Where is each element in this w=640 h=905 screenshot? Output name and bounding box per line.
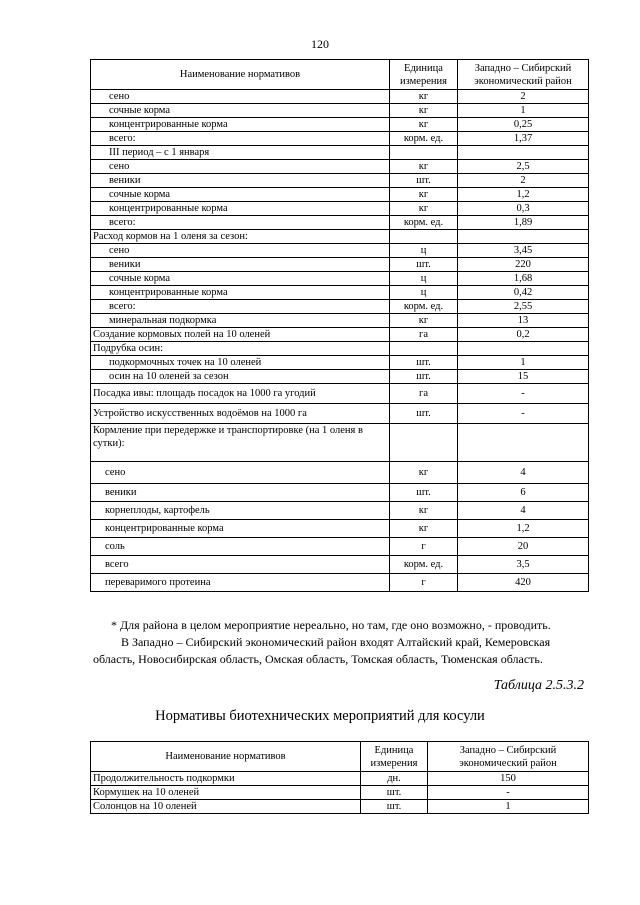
row-name: соль: [91, 538, 390, 556]
row-unit: шт.: [390, 258, 458, 272]
table-row: [91, 286, 589, 300]
row-unit: шт.: [361, 786, 428, 800]
table-row: [91, 520, 589, 538]
row-unit: кг: [390, 160, 458, 174]
row-value: 1,68: [458, 272, 589, 286]
row-unit: га: [390, 328, 458, 342]
row-value: 420: [458, 574, 589, 592]
row-value: 1,37: [458, 132, 589, 146]
table-row: [91, 800, 589, 814]
table-row: [91, 556, 589, 574]
row-name: сено: [91, 160, 390, 174]
row-unit: корм. ед.: [390, 300, 458, 314]
table-header-row: [91, 742, 589, 772]
row-unit: [390, 342, 458, 356]
table-row: [91, 160, 589, 174]
table-title: Нормативы биотехнических мероприятий для косули: [155, 708, 485, 724]
table-row: [91, 574, 589, 592]
row-value: [458, 146, 589, 160]
row-unit: шт.: [390, 484, 458, 502]
row-value: 2: [458, 174, 589, 188]
row-name: Солонцов на 10 оленей: [91, 800, 361, 814]
row-value: 20: [458, 538, 589, 556]
row-value: -: [458, 384, 589, 404]
row-unit: дн.: [361, 772, 428, 786]
row-unit: шт.: [390, 356, 458, 370]
row-name: веники: [91, 484, 390, 502]
row-unit: шт.: [390, 174, 458, 188]
row-name: Посадка ивы: площадь посадок на 1000 га угодий: [91, 384, 390, 404]
row-name: осин на 10 оленей за сезон: [91, 370, 390, 384]
header-region: Западно – Сибирский экономический район: [458, 60, 589, 90]
table-row: [91, 300, 589, 314]
table-row: [91, 462, 589, 484]
row-value: [458, 424, 589, 462]
table-row: [91, 772, 589, 786]
table-row: [91, 370, 589, 384]
row-unit: [390, 146, 458, 160]
row-unit: ц: [390, 286, 458, 300]
row-unit: кг: [390, 502, 458, 520]
table-row: [91, 202, 589, 216]
header-name: Наименование нормативов: [91, 60, 390, 90]
row-name: Продолжительность подкормки: [91, 772, 361, 786]
row-unit: [390, 230, 458, 244]
table-row: [91, 104, 589, 118]
row-name: Устройство искусственных водоёмов на 1000 га: [91, 404, 390, 424]
row-value: 1,2: [458, 188, 589, 202]
row-value: 2,55: [458, 300, 589, 314]
footnote-line-1: * Для района в целом мероприятие нереально, но там, где оно возможно, - проводить.: [111, 618, 551, 632]
row-value: 1,89: [458, 216, 589, 230]
row-value: 4: [458, 462, 589, 484]
row-name: Расход кормов на 1 оленя за сезон:: [91, 230, 390, 244]
footnote: [93, 617, 593, 668]
header-unit: Единица измерения: [361, 742, 428, 772]
row-value: 2,5: [458, 160, 589, 174]
table-row: [91, 424, 589, 462]
row-unit: корм. ед.: [390, 216, 458, 230]
row-value: 3,45: [458, 244, 589, 258]
row-unit: корм. ед.: [390, 556, 458, 574]
footnote-line-3: область, Новосибирская область, Омская область, Томская область, Тюменская область.: [93, 652, 543, 666]
row-unit: ц: [390, 272, 458, 286]
page-number: 120: [311, 37, 329, 51]
row-unit: шт.: [361, 800, 428, 814]
header-region: Западно – Сибирский экономический район: [428, 742, 589, 772]
footnote-line-2: В Западно – Сибирский экономический район входят Алтайский край, Кемеровская: [121, 635, 551, 649]
row-name: всего:: [91, 132, 390, 146]
row-value: 0,25: [458, 118, 589, 132]
row-name: всего:: [91, 216, 390, 230]
table-row: [91, 244, 589, 258]
table-row: [91, 118, 589, 132]
row-name: сочные корма: [91, 188, 390, 202]
table-row: [91, 538, 589, 556]
row-name: сочные корма: [91, 104, 390, 118]
row-name: Кормушек на 10 оленей: [91, 786, 361, 800]
row-name: всего: [91, 556, 390, 574]
table-row: [91, 786, 589, 800]
table-row: [91, 146, 589, 160]
row-value: 15: [458, 370, 589, 384]
row-unit: кг: [390, 104, 458, 118]
row-value: 0,2: [458, 328, 589, 342]
row-name: сено: [91, 462, 390, 484]
table-row: [91, 272, 589, 286]
row-value: 220: [458, 258, 589, 272]
table-row: [91, 188, 589, 202]
table-row: [91, 384, 589, 404]
table-row: [91, 258, 589, 272]
row-value: 0,42: [458, 286, 589, 300]
row-value: 3,5: [458, 556, 589, 574]
row-name: концентрированные корма: [91, 520, 390, 538]
row-unit: [390, 424, 458, 462]
table-row: [91, 404, 589, 424]
row-value: [458, 230, 589, 244]
row-unit: кг: [390, 118, 458, 132]
row-name: веники: [91, 174, 390, 188]
row-value: 6: [458, 484, 589, 502]
table-row: [91, 342, 589, 356]
table-row: [91, 328, 589, 342]
row-unit: г: [390, 574, 458, 592]
row-name: корнеплоды, картофель: [91, 502, 390, 520]
row-unit: га: [390, 384, 458, 404]
row-value: 13: [458, 314, 589, 328]
table-row: [91, 502, 589, 520]
table-number-label: Таблица 2.5.3.2: [493, 678, 584, 693]
table-header-row: [91, 60, 589, 90]
table-row: [91, 314, 589, 328]
row-unit: корм. ед.: [390, 132, 458, 146]
row-name: концентрированные корма: [91, 118, 390, 132]
row-value: -: [428, 786, 589, 800]
row-name: сено: [91, 90, 390, 104]
row-value: 1,2: [458, 520, 589, 538]
row-unit: кг: [390, 462, 458, 484]
row-value: -: [458, 404, 589, 424]
row-value: 1: [428, 800, 589, 814]
header-name: Наименование нормативов: [91, 742, 361, 772]
row-name: переваримого протеина: [91, 574, 390, 592]
row-unit: г: [390, 538, 458, 556]
row-unit: ц: [390, 244, 458, 258]
row-name: сено: [91, 244, 390, 258]
row-name: Создание кормовых полей на 10 оленей: [91, 328, 390, 342]
row-name: всего:: [91, 300, 390, 314]
row-name: концентрированные корма: [91, 202, 390, 216]
norms-table: [90, 59, 589, 592]
table-row: [91, 216, 589, 230]
row-value: 4: [458, 502, 589, 520]
row-unit: кг: [390, 188, 458, 202]
row-value: 150: [428, 772, 589, 786]
row-name: III период – с 1 января: [91, 146, 390, 160]
row-name: концентрированные корма: [91, 286, 390, 300]
row-unit: шт.: [390, 370, 458, 384]
row-name: Кормление при передержке и транспортировке (на 1 оленя в сутки):: [91, 424, 390, 462]
row-unit: кг: [390, 90, 458, 104]
table-row: [91, 356, 589, 370]
table-row: [91, 484, 589, 502]
row-value: [458, 342, 589, 356]
row-name: подкормочных точек на 10 оленей: [91, 356, 390, 370]
row-unit: кг: [390, 520, 458, 538]
row-name: Подрубка осин:: [91, 342, 390, 356]
row-unit: кг: [390, 314, 458, 328]
row-value: 2: [458, 90, 589, 104]
table-row: [91, 90, 589, 104]
roe-deer-norms-table: [90, 741, 589, 814]
row-unit: кг: [390, 202, 458, 216]
table-row: [91, 230, 589, 244]
table-row: [91, 132, 589, 146]
row-unit: шт.: [390, 404, 458, 424]
row-value: 1: [458, 104, 589, 118]
row-name: минеральная подкормка: [91, 314, 390, 328]
row-value: 1: [458, 356, 589, 370]
row-name: веники: [91, 258, 390, 272]
header-unit: Единица измерения: [390, 60, 458, 90]
row-value: 0,3: [458, 202, 589, 216]
row-name: сочные корма: [91, 272, 390, 286]
table-row: [91, 174, 589, 188]
